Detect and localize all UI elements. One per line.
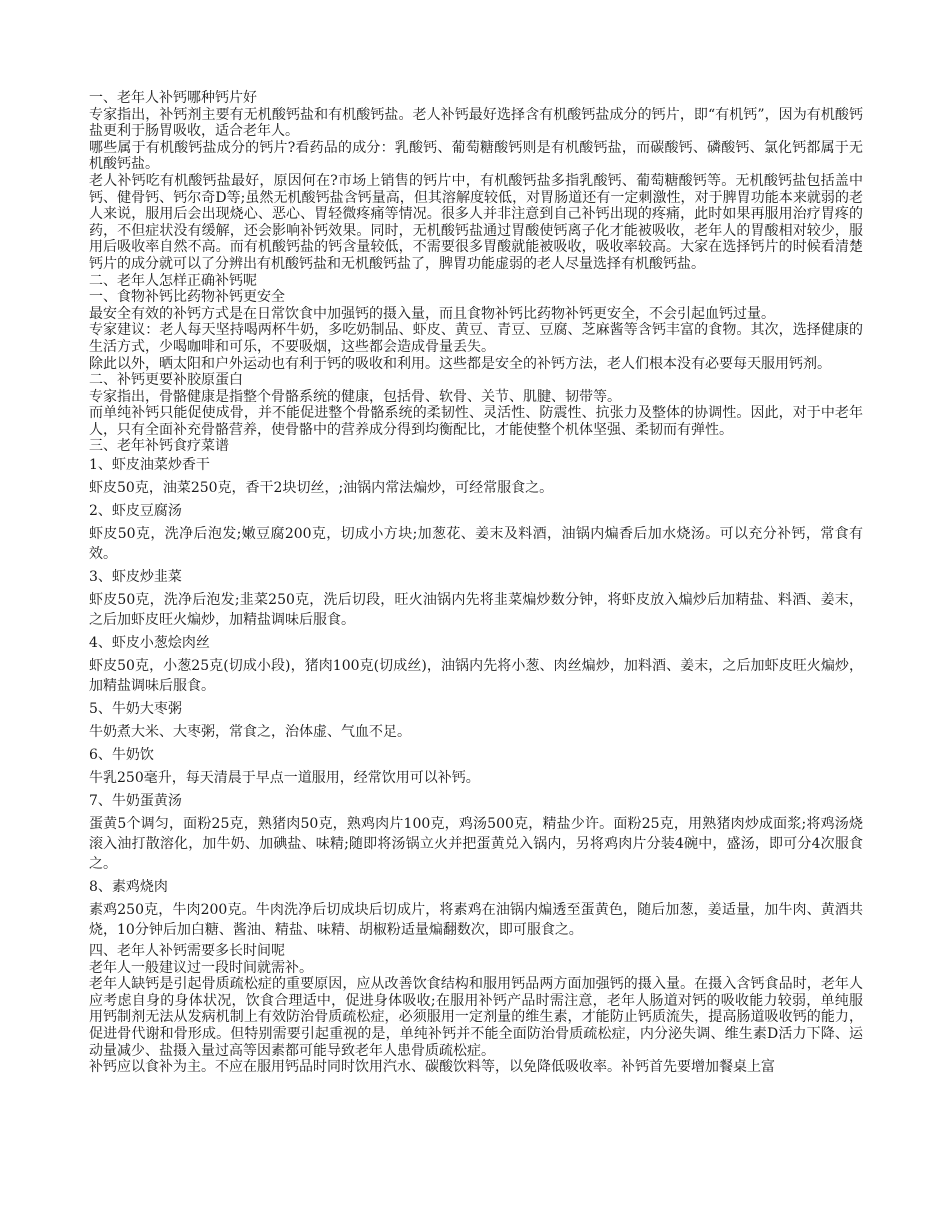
paragraph: 哪些属于有机酸钙盐成分的钙片?看药品的成分：乳酸钙、葡萄糖酸钙则是有机酸钙盐，而碳酸钙、磷酸钙、氯化钙都属于无机酸钙盐。 [89, 139, 863, 173]
recipe-text: 虾皮50克，小葱25克(切成小段)，猪肉100克(切成丝)，油锅内先将小葱、肉丝煸炒，加料酒、姜末，之后加虾皮旺火煸炒，加精盐调味后服食。 [89, 658, 863, 695]
recipe-text: 虾皮50克，洗净后泡发;韭菜250克，洗后切段，旺火油锅内先将韭菜煸炒数分钟，将虾皮放入煸炒后加精盐、料酒、姜末，之后加虾皮旺火煸炒，加精盐调味后服食。 [89, 592, 863, 629]
paragraph: 老年人一般建议过一段时间就需补。 [89, 959, 313, 976]
recipe-heading: 3、虾皮炒韭菜 [89, 569, 182, 586]
recipe-heading: 6、牛奶饮 [89, 747, 154, 764]
paragraph: 老年人缺钙是引起骨质疏松症的重要原因，应从改善饮食结构和服用钙品两方面加强钙的摄入量。在摄入含钙食品时，老年人应考虑自身的身体状况，饮食合理适中，促进身体吸收;在服用补钙产品时需注意，老年人肠道对钙的吸收能力较弱，单纯服用钙制剂无法从发病机制上有效防治骨质疏松症，必须服用一定剂量的维生素，才能防止钙质流失，提高肠道吸收钙的能力，促进骨代谢和骨形成。但特别需要引起重视的是，单纯补钙并不能全面防治骨质疏松症，内分泌失调、维生素D活力下降、运动量减少、盐摄入量过高等因素都可能导致老年人患骨质疏松症。 [89, 976, 863, 1059]
recipe-heading: 8、素鸡烧肉 [89, 879, 168, 896]
recipe-text: 虾皮50克，油菜250克，香干2块切丝，;油锅内常法煸炒，可经常服食之。 [89, 480, 554, 497]
recipe-heading: 2、虾皮豆腐汤 [89, 503, 182, 520]
recipe-text: 虾皮50克，洗净后泡发;嫩豆腐200克，切成小方块;加葱花、姜末及料酒，油锅内煸香后加水烧汤。可以充分补钙，常食有效。 [89, 526, 863, 563]
section-heading: 二、补钙更要补胶原蛋白 [89, 372, 243, 389]
section-heading: 二、老年人怎样正确补钙呢 [89, 272, 257, 289]
paragraph: 专家建议：老人每天坚持喝两杯牛奶，多吃奶制品、虾皮、黄豆、青豆、豆腐、芝麻酱等含钙丰富的食物。其次，选择健康的生活方式，少喝咖啡和可乐，不要吸烟，这些都会造成骨量丢失。 [89, 322, 863, 355]
section-heading: 一、食物补钙比药物补钙更安全 [89, 289, 285, 306]
recipe-heading: 1、虾皮油菜炒香干 [89, 457, 210, 474]
recipe-heading: 7、牛奶蛋黄汤 [89, 793, 182, 810]
paragraph: 专家指出，补钙剂主要有无机酸钙盐和有机酸钙盐。老人补钙最好选择含有机酸钙盐成分的钙片，即“有机钙”，因为有机酸钙盐更利于肠胃吸收，适合老年人。 [89, 106, 863, 140]
paragraph: 补钙应以食补为主。不应在服用钙品时同时饮用汽水、碳酸饮料等，以免降低吸收率。补钙首先要增加餐桌上富 [89, 1059, 775, 1076]
paragraph: 老人补钙吃有机酸钙盐最好，原因何在?市场上销售的钙片中，有机酸钙盐多指乳酸钙、葡萄糖酸钙等。无机酸钙盐包括盖中钙、健骨钙、钙尔奇D等;虽然无机酸钙盐含钙量高，但其溶解度较低，对胃肠道还有一定刺激性，对于脾胃功能本来就弱的老人来说，服用后会出现烧心、恶心、胃轻微疼痛等情况。很多人并非注意到自己补钙出现的疼痛，此时如果再服用治疗胃疼的药，不但症状没有缓解，还会影响补钙效果。同时，无机酸钙盐通过胃酸使钙离子化才能被吸收，老年人的胃酸相对较少，服用后吸收率自然不高。而有机酸钙盐的钙含量较低，不需要很多胃酸就能被吸收，吸收率较高。大家在选择钙片的时候看清楚钙片的成分就可以了分辨出有机酸钙盐和无机酸钙盐了，脾胃功能虚弱的老人尽量选择有机酸钙盐。 [89, 172, 863, 272]
recipe-heading: 4、虾皮小葱烩肉丝 [89, 635, 210, 652]
recipe-text: 牛乳250毫升，每天清晨于早点一道服用，经常饮用可以补钙。 [89, 770, 480, 787]
article-body [89, 90, 863, 1076]
paragraph: 专家指出，骨骼健康是指整个骨骼系统的健康，包括骨、软骨、关节、肌腱、韧带等。 [89, 388, 621, 405]
recipe-heading: 5、牛奶大枣粥 [89, 701, 182, 718]
section-heading: 一、老年人补钙哪种钙片好 [89, 90, 257, 106]
section-heading: 四、老年人补钙需要多长时间呢 [89, 943, 285, 960]
paragraph: 而单纯补钙只能促使成骨，并不能促进整个骨骼系统的柔韧性、灵活性、防震性、抗张力及整体的协调性。因此，对于中老年人，只有全面补充骨骼营养，使骨骼中的营养成分得到均衡配比，才能使整个机体坚强、柔韧而有弹性。 [89, 405, 863, 438]
paragraph: 最安全有效的补钙方式是在日常饮食中加强钙的摄入量，而且食物补钙比药物补钙更安全，不会引起血钙过量。 [89, 305, 775, 322]
recipe-text: 蛋黄5个调匀，面粉25克，熟猪肉50克，熟鸡肉片100克，鸡汤500克，精盐少许。面粉25克，用熟猪肉炒成面浆;将鸡汤烧滚入油打散溶化，加牛奶、加碘盐、味精;随即将汤锅立火并把蛋黄兑入锅内，另将鸡肉片分装4碗中，盛汤，即可分4次服食之。 [89, 816, 863, 873]
recipe-text: 素鸡250克，牛肉200克。牛肉洗净后切成块后切成片，将素鸡在油锅内煸透至蛋黄色，随后加葱，姜适量，加牛肉、黄酒共烧，10分钟后加白糖、酱油、精盐、味精、胡椒粉适量煸翻数次，即可服食之。 [89, 902, 863, 939]
recipe-text: 牛奶煮大米、大枣粥，常食之，治体虚、气血不足。 [89, 724, 411, 741]
section-heading: 三、老年补钙食疗菜谱 [89, 438, 229, 455]
paragraph: 除此以外，晒太阳和户外运动也有利于钙的吸收和利用。这些都是安全的补钙方法，老人们根本没有必要每天服用钙剂。 [89, 355, 831, 372]
